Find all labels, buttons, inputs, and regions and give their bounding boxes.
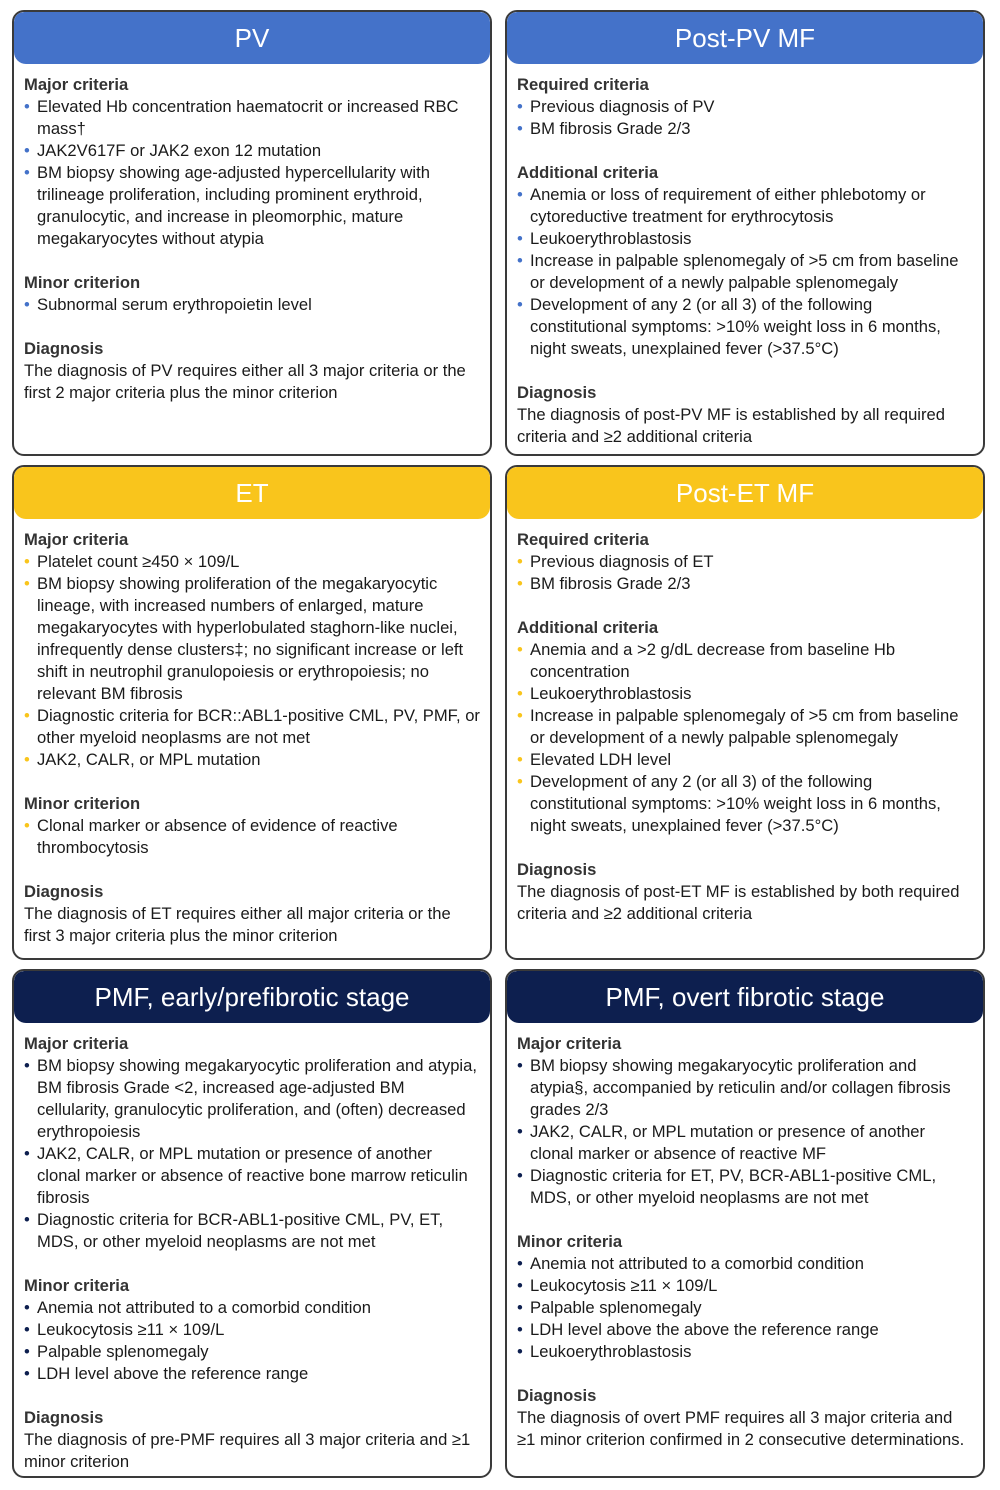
item-text: BM fibrosis Grade 2/3 (530, 574, 691, 593)
list-item (517, 771, 973, 837)
list-item (517, 184, 973, 228)
bullet-icon: • (24, 1320, 30, 1339)
card-pmf-early (12, 969, 492, 1478)
bullet-icon: • (517, 706, 523, 725)
list-item (517, 639, 973, 683)
section-title: Major criteria (24, 75, 129, 94)
item-text: JAK2, CALR, or MPL mutation or presence of another clonal marker or absence of reactive MF (530, 1122, 926, 1163)
bullet-icon: • (517, 750, 523, 769)
item-text: BM biopsy showing megakaryocytic proliferation and atypia§, accompanied by reticulin and/or collagen fibrosis grades 2/3 (530, 1056, 951, 1119)
item-text: JAK2, CALR, or MPL mutation or presence of another clonal marker or absence of reactive bone marrow reticulin fibrosis (37, 1144, 468, 1207)
section-title: Minor criterion (24, 273, 141, 292)
bullet-icon: • (517, 251, 523, 270)
card-title: PV (14, 12, 490, 64)
list-item (24, 1363, 480, 1385)
minor-criteria-section (517, 1231, 973, 1363)
bullet-icon: • (24, 552, 30, 571)
bullet-icon: • (24, 163, 30, 182)
item-text: Elevated LDH level (530, 750, 672, 769)
item-text: JAK2V617F or JAK2 exon 12 mutation (37, 141, 322, 160)
diagnosis-section (24, 1407, 480, 1473)
section-title: Major criteria (517, 1034, 622, 1053)
bullet-icon: • (24, 1210, 30, 1229)
list-item (517, 1275, 973, 1297)
list-item (24, 573, 480, 705)
item-text: BM biopsy showing age-adjusted hypercellularity with trilineage proliferation, including prominent erythroid, granulocytic, and increase in pleomorphic, mature megakaryocytes without atypia (37, 163, 430, 248)
bullet-icon: • (517, 295, 523, 314)
list-item (517, 551, 973, 573)
bullet-icon: • (517, 1166, 523, 1185)
section-title: Additional criteria (517, 163, 659, 182)
major-criteria-section (24, 529, 480, 771)
item-text: Anemia not attributed to a comorbid condition (37, 1298, 371, 1317)
minor-criterion-section (24, 272, 480, 316)
bullet-icon: • (24, 97, 30, 116)
item-text: Elevated Hb concentration haematocrit or increased RBC mass† (37, 97, 459, 138)
list-item (517, 683, 973, 705)
item-text: BM fibrosis Grade 2/3 (530, 119, 691, 138)
bullet-icon: • (517, 1056, 523, 1075)
required-criteria-section (517, 529, 973, 595)
card-title: ET (14, 467, 490, 519)
item-text: Leukoerythroblastosis (530, 229, 692, 248)
diagnosis-section (517, 1385, 973, 1451)
card-et (12, 465, 492, 960)
diagnosis-section (517, 859, 973, 925)
diagnosis-text: The diagnosis of post-ET MF is established by both required criteria and ≥2 additional criteria (517, 882, 960, 923)
item-text: Leukocytosis ≥11 × 109/L (530, 1276, 718, 1295)
diagnosis-text: The diagnosis of PV requires either all 3 major criteria or the first 2 major criteria plus the minor criterion (24, 361, 466, 402)
card-pv (12, 10, 492, 456)
item-text: Development of any 2 (or all 3) of the following constitutional symptoms: >10% weight loss in 6 months, night sweats, unexplained fever (>37.5°C) (530, 295, 941, 358)
item-text: Diagnostic criteria for BCR::ABL1-positive CML, PV, PMF, or other myeloid neoplasms are not met (37, 706, 480, 747)
section-title: Minor criteria (517, 1232, 623, 1251)
bullet-icon: • (24, 1298, 30, 1317)
bullet-icon: • (517, 229, 523, 248)
list-item (517, 1253, 973, 1275)
bullet-icon: • (517, 574, 523, 593)
bullet-icon: • (517, 1276, 523, 1295)
list-item (517, 1319, 973, 1341)
section-title: Diagnosis (517, 1386, 597, 1405)
item-text: LDH level above the reference range (37, 1364, 309, 1383)
list-item (517, 1055, 973, 1121)
bullet-icon: • (24, 295, 30, 314)
additional-criteria-section (517, 162, 973, 360)
bullet-icon: • (24, 706, 30, 725)
diagnosis-text: The diagnosis of post-PV MF is established by all required criteria and ≥2 additional criteria (517, 405, 945, 446)
bullet-icon: • (517, 97, 523, 116)
item-text: Subnormal serum erythropoietin level (37, 295, 312, 314)
item-text: Anemia or loss of requirement of either phlebotomy or cytoreductive treatment for erythrocytosis (530, 185, 926, 226)
item-text: Leukocytosis ≥11 × 109/L (37, 1320, 225, 1339)
item-text: Diagnostic criteria for ET, PV, BCR-ABL1-positive CML, MDS, or other myeloid neoplasms are not met (530, 1166, 937, 1207)
item-text: Leukoerythroblastosis (530, 684, 692, 703)
list-item (24, 162, 480, 250)
item-text: Diagnostic criteria for BCR-ABL1-positive CML, PV, ET, MDS, or other myeloid neoplasms are not met (37, 1210, 444, 1251)
item-text: Development of any 2 (or all 3) of the following constitutional symptoms: >10% weight loss in 6 months, night sweats, unexplained fever (>37.5°C) (530, 772, 941, 835)
section-title: Minor criteria (24, 1276, 130, 1295)
bullet-icon: • (517, 1122, 523, 1141)
section-title: Major criteria (24, 530, 129, 549)
list-item (24, 1143, 480, 1209)
bullet-icon: • (517, 1342, 523, 1361)
item-text: Previous diagnosis of PV (530, 97, 715, 116)
card-post-pv-mf (505, 10, 985, 456)
list-item (517, 1297, 973, 1319)
item-text: Anemia and a >2 g/dL decrease from baseline Hb concentration (530, 640, 896, 681)
diagnosis-text: The diagnosis of ET requires either all major criteria or the first 3 major criteria plus the minor criterion (24, 904, 451, 945)
item-text: Clonal marker or absence of evidence of reactive thrombocytosis (37, 816, 398, 857)
item-text: Previous diagnosis of ET (530, 552, 714, 571)
item-text: BM biopsy showing megakaryocytic proliferation and atypia, BM fibrosis Grade <2, increased age-adjusted BM cellularity, granulocytic proliferation, and (often) decreased erythropoiesis (37, 1056, 477, 1141)
bullet-icon: • (517, 684, 523, 703)
list-item (517, 294, 973, 360)
major-criteria-section (517, 1033, 973, 1209)
bullet-icon: • (517, 1298, 523, 1317)
bullet-icon: • (517, 640, 523, 659)
list-item (24, 1297, 480, 1319)
section-title: Minor criterion (24, 794, 141, 813)
list-item (24, 96, 480, 140)
card-title: PMF, early/prefibrotic stage (14, 971, 490, 1023)
card-pmf-overt (505, 969, 985, 1478)
section-title: Additional criteria (517, 618, 659, 637)
bullet-icon: • (24, 574, 30, 593)
card-title: Post-ET MF (507, 467, 983, 519)
section-title: Major criteria (24, 1034, 129, 1053)
item-text: Palpable splenomegaly (530, 1298, 702, 1317)
list-item (517, 705, 973, 749)
list-item (24, 749, 480, 771)
list-item (517, 118, 973, 140)
section-title: Required criteria (517, 75, 649, 94)
minor-criterion-section (24, 793, 480, 859)
diagnosis-text: The diagnosis of pre-PMF requires all 3 major criteria and ≥1 minor criterion (24, 1430, 471, 1471)
item-text: Platelet count ≥450 × 109/L (37, 552, 240, 571)
bullet-icon: • (517, 185, 523, 204)
list-item (517, 1341, 973, 1363)
required-criteria-section (517, 74, 973, 140)
list-item (24, 294, 480, 316)
bullet-icon: • (517, 772, 523, 791)
bullet-icon: • (24, 1342, 30, 1361)
section-title: Diagnosis (517, 383, 597, 402)
bullet-icon: • (517, 552, 523, 571)
bullet-icon: • (24, 750, 30, 769)
item-text: Palpable splenomegaly (37, 1342, 209, 1361)
item-text: Increase in palpable splenomegaly of >5 cm from baseline or development of a newly palpable splenomegaly (530, 251, 959, 292)
bullet-icon: • (24, 1144, 30, 1163)
list-item (517, 96, 973, 118)
list-item (517, 573, 973, 595)
major-criteria-section (24, 74, 480, 250)
list-item (517, 228, 973, 250)
list-item (24, 551, 480, 573)
additional-criteria-section (517, 617, 973, 837)
bullet-icon: • (24, 1056, 30, 1075)
diagnosis-section (24, 881, 480, 947)
bullet-icon: • (24, 1364, 30, 1383)
card-post-et-mf (505, 465, 985, 960)
card-title: Post-PV MF (507, 12, 983, 64)
bullet-icon: • (517, 1254, 523, 1273)
list-item (24, 140, 480, 162)
card-title: PMF, overt fibrotic stage (507, 971, 983, 1023)
bullet-icon: • (517, 1320, 523, 1339)
bullet-icon: • (24, 141, 30, 160)
list-item (517, 250, 973, 294)
list-item (24, 1319, 480, 1341)
section-title: Diagnosis (24, 882, 104, 901)
list-item (24, 1209, 480, 1253)
diagnosis-section (24, 338, 480, 404)
list-item (24, 1055, 480, 1143)
item-text: Increase in palpable splenomegaly of >5 cm from baseline or development of a newly palpable splenomegaly (530, 706, 959, 747)
diagnosis-text: The diagnosis of overt PMF requires all 3 major criteria and ≥1 minor criterion confirmed in 2 consecutive determinations. (517, 1408, 965, 1449)
bullet-icon: • (517, 119, 523, 138)
item-text: JAK2, CALR, or MPL mutation (37, 750, 261, 769)
item-text: LDH level above the above the reference range (530, 1320, 879, 1339)
major-criteria-section (24, 1033, 480, 1253)
item-text: BM biopsy showing proliferation of the megakaryocytic lineage, with increased numbers of enlarged, mature megakaryocytes with hyperlobulated staghorn-like nuclei, infrequently dense clusters‡; no significant increase or left shift in neutrophil granulopoiesis or erythropoiesis; no relevant BM fibrosis (37, 574, 464, 703)
list-item (517, 1121, 973, 1165)
list-item (517, 1165, 973, 1209)
section-title: Diagnosis (24, 1408, 104, 1427)
list-item (24, 815, 480, 859)
section-title: Required criteria (517, 530, 649, 549)
list-item (24, 705, 480, 749)
section-title: Diagnosis (517, 860, 597, 879)
item-text: Leukoerythroblastosis (530, 1342, 692, 1361)
list-item (24, 1341, 480, 1363)
minor-criteria-section (24, 1275, 480, 1385)
list-item (517, 749, 973, 771)
section-title: Diagnosis (24, 339, 104, 358)
diagnosis-section (517, 382, 973, 448)
bullet-icon: • (24, 816, 30, 835)
item-text: Anemia not attributed to a comorbid condition (530, 1254, 864, 1273)
